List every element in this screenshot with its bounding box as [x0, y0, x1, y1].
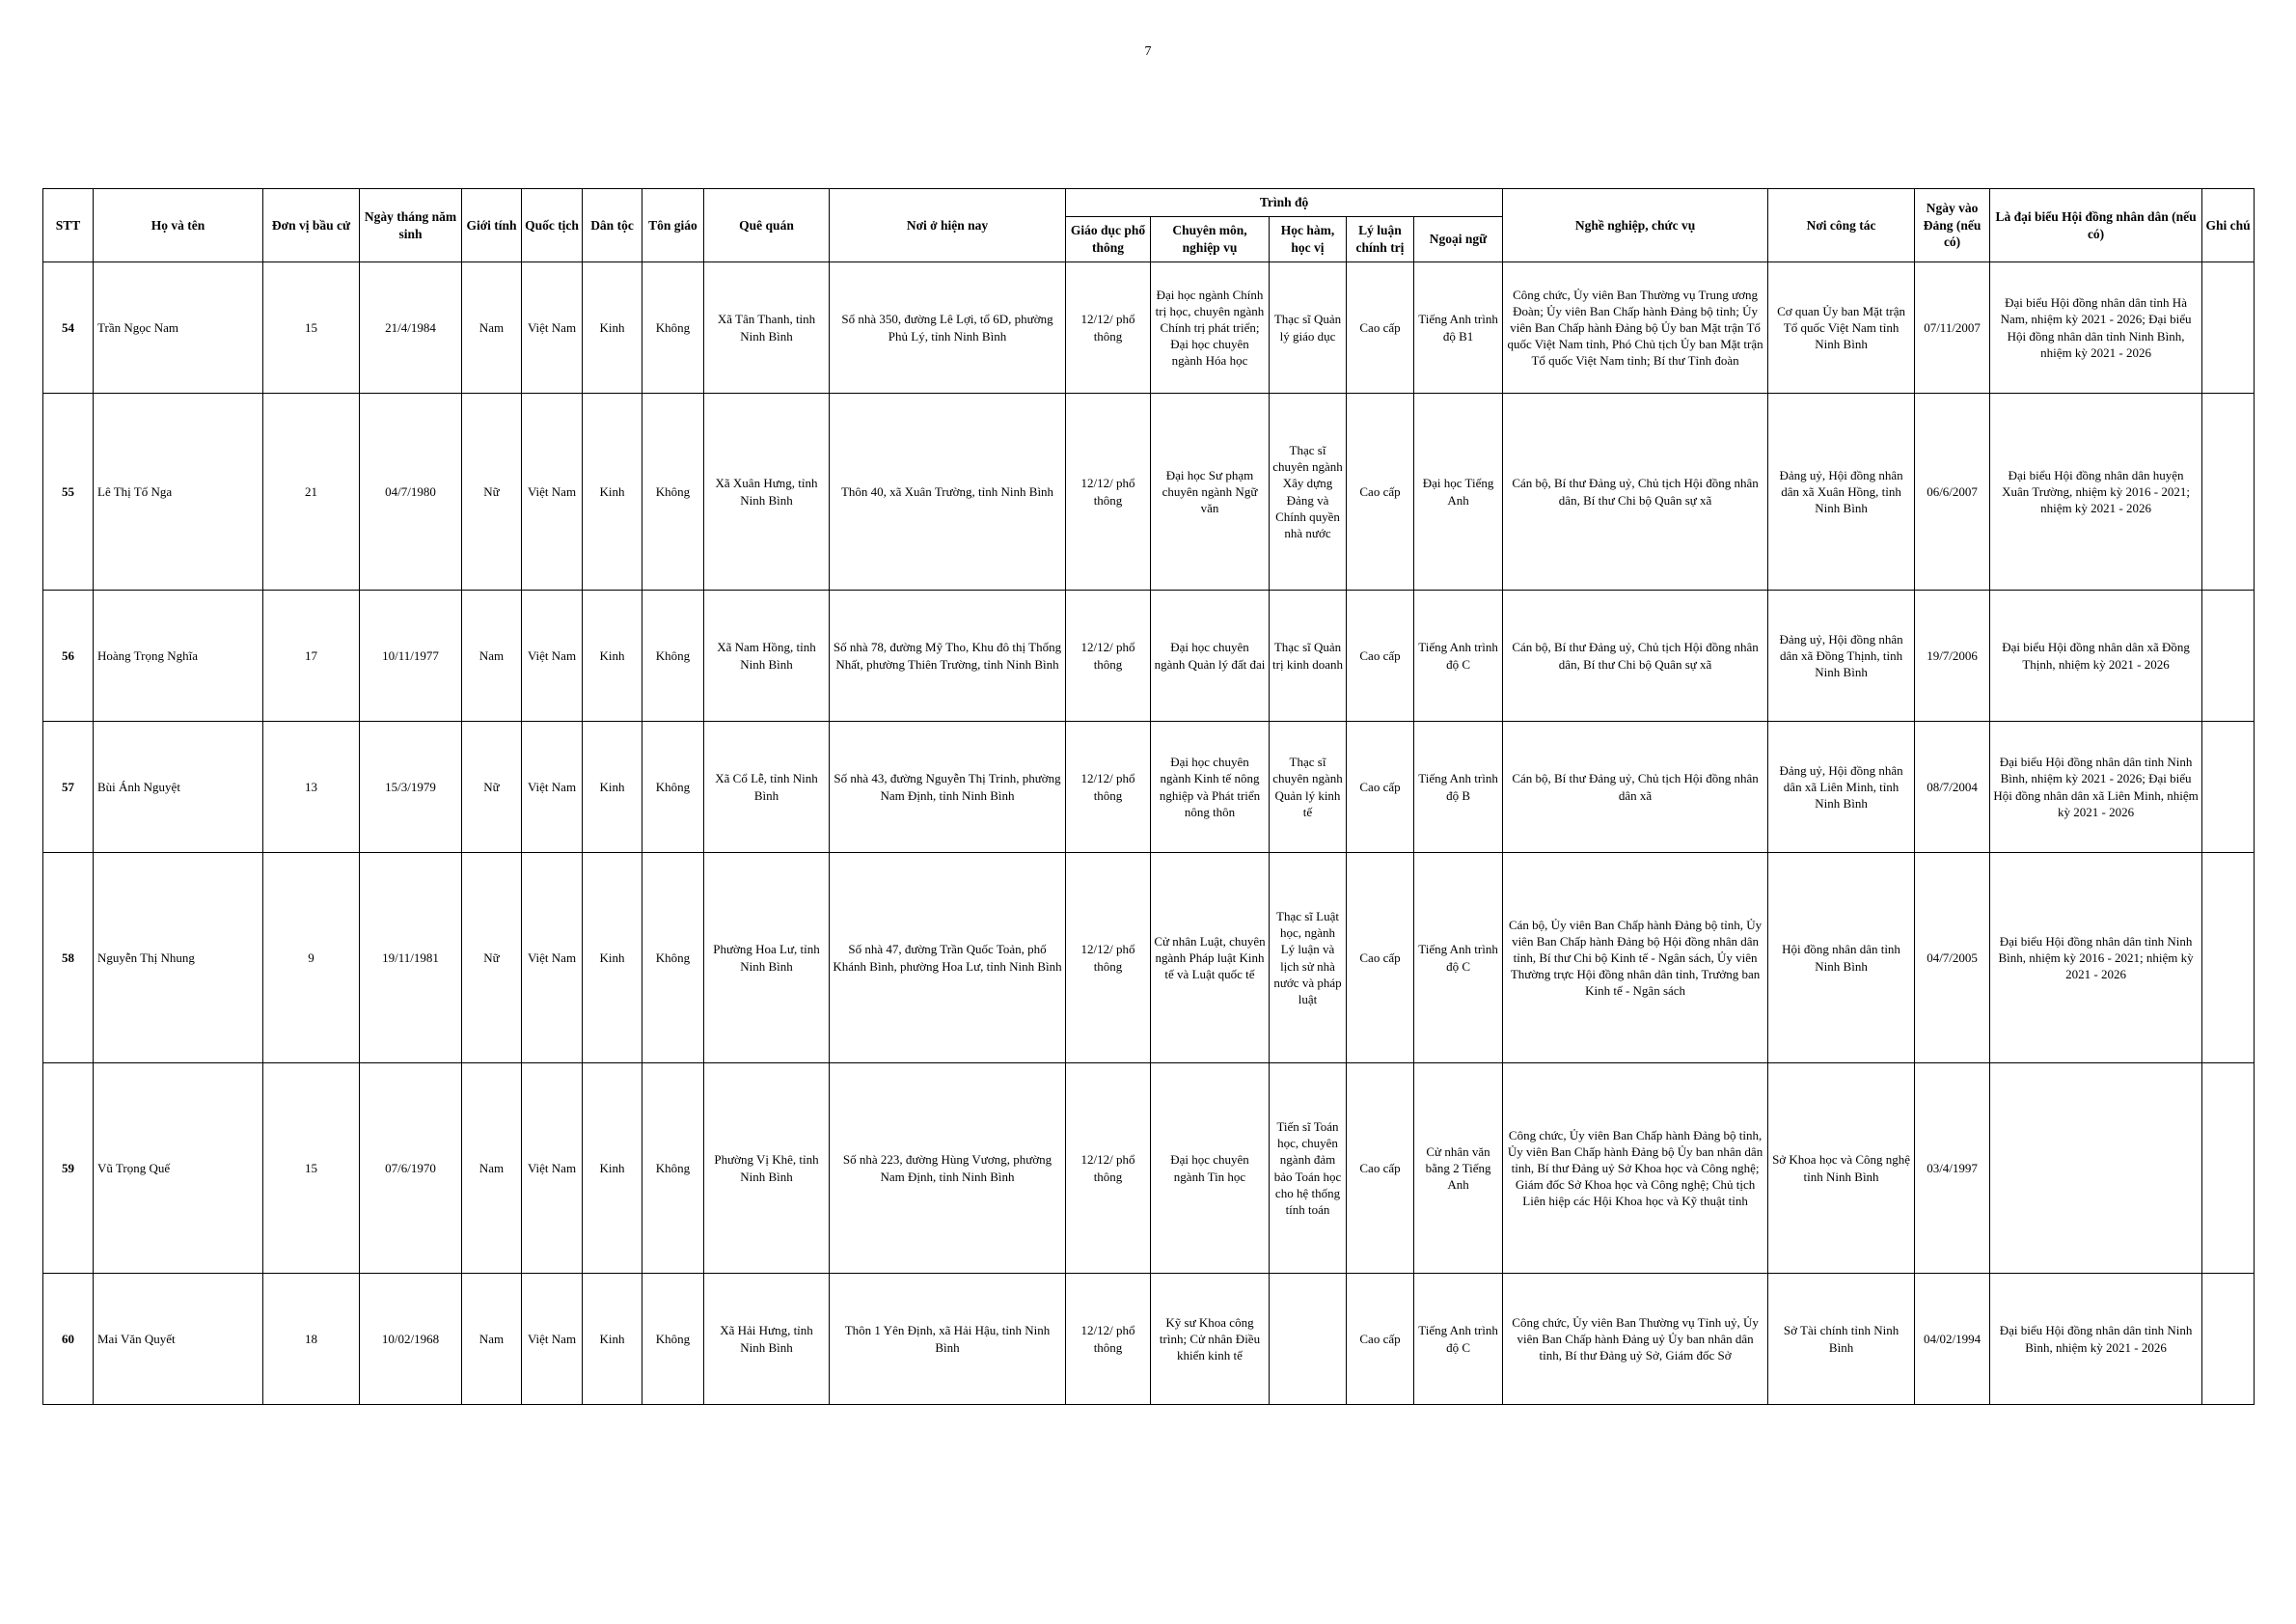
cell-religion: Không: [642, 722, 704, 853]
cell-nationality: Việt Nam: [522, 1274, 583, 1405]
cell-stt: 57: [43, 722, 94, 853]
cell-workplace: Sở Khoa học và Công nghệ tỉnh Ninh Bình: [1768, 1063, 1915, 1274]
cell-party-date: 07/11/2007: [1915, 262, 1990, 394]
col-occupation: Nghề nghiệp, chức vụ: [1503, 189, 1768, 262]
cell-degree: Thạc sĩ Quản trị kinh doanh: [1270, 591, 1347, 722]
col-gender: Giới tính: [462, 189, 522, 262]
cell-degree: Thạc sĩ chuyên ngành Xây dựng Đảng và Chính quyền nhà nước: [1270, 394, 1347, 591]
col-delegate: Là đại biểu Hội đồng nhân dân (nếu có): [1990, 189, 2202, 262]
cell-gender: Nam: [462, 1274, 522, 1405]
cell-occupation: Công chức, Ủy viên Ban Thường vụ Tỉnh uỷ, Ủy viên Ban Chấp hành Đảng uỷ Ủy ban nhân dân tỉnh, Bí thư Đảng uỷ Sở, Giám đốc Sở: [1503, 1274, 1768, 1405]
cell-occupation: Cán bộ, Ủy viên Ban Chấp hành Đảng bộ tỉnh, Ủy viên Ban Chấp hành Đảng bộ Hội đồng nhân dân tỉnh, Bí thư Chi bộ Kinh tế - Ngân sách, Ủy viên Thường trực Hội đồng nhân dân tỉnh, Trưởng ban Kinh tế - Ngân sách: [1503, 853, 1768, 1063]
cell-unit: 17: [263, 591, 360, 722]
cell-unit: 21: [263, 394, 360, 591]
cell-unit: 15: [263, 1063, 360, 1274]
cell-hometown: Xã Xuân Hưng, tỉnh Ninh Bình: [704, 394, 830, 591]
cell-general-edu: 12/12/ phổ thông: [1066, 262, 1151, 394]
cell-hometown: Xã Nam Hồng, tỉnh Ninh Bình: [704, 591, 830, 722]
cell-language: Tiếng Anh trình độ C: [1414, 591, 1503, 722]
cell-hometown: Xã Hải Hưng, tỉnh Ninh Bình: [704, 1274, 830, 1405]
cell-delegate: [1990, 1063, 2202, 1274]
candidate-table: [42, 188, 2255, 1405]
cell-general-edu: 12/12/ phổ thông: [1066, 591, 1151, 722]
cell-occupation: Công chức, Ủy viên Ban Thường vụ Trung ương Đoàn; Ủy viên Ban Chấp hành Đảng bộ tỉnh; Ủy viên Ban Chấp hành Đảng bộ Ủy ban Mặt trận Tổ quốc Việt Nam tỉnh, Phó Chủ tịch Ủy ban Mặt trận Tổ quốc Việt Nam tỉnh; Bí thư Tỉnh đoàn: [1503, 262, 1768, 394]
cell-religion: Không: [642, 1063, 704, 1274]
cell-specialty: Đại học ngành Chính trị học, chuyên ngành Chính trị phát triển; Đại học chuyên ngành Hóa học: [1151, 262, 1270, 394]
cell-notes: [2202, 722, 2255, 853]
cell-general-edu: 12/12/ phổ thông: [1066, 1063, 1151, 1274]
cell-name: Hoàng Trọng Nghĩa: [94, 591, 263, 722]
cell-party-date: 08/7/2004: [1915, 722, 1990, 853]
cell-hometown: Xã Cổ Lễ, tỉnh Ninh Bình: [704, 722, 830, 853]
cell-notes: [2202, 262, 2255, 394]
cell-gender: Nam: [462, 1063, 522, 1274]
col-name: Họ và tên: [94, 189, 263, 262]
cell-political: Cao cấp: [1347, 853, 1414, 1063]
cell-language: Cử nhân văn bằng 2 Tiếng Anh: [1414, 1063, 1503, 1274]
cell-political: Cao cấp: [1347, 591, 1414, 722]
cell-dob: 04/7/1980: [360, 394, 462, 591]
cell-language: Tiếng Anh trình độ C: [1414, 853, 1503, 1063]
cell-degree: Thạc sĩ Luật học, ngành Lý luận và lịch sử nhà nước và pháp luật: [1270, 853, 1347, 1063]
cell-residence: Số nhà 78, đường Mỹ Tho, Khu đô thị Thống Nhất, phường Thiên Trường, tỉnh Ninh Bình: [830, 591, 1066, 722]
cell-religion: Không: [642, 262, 704, 394]
cell-notes: [2202, 394, 2255, 591]
cell-occupation: Cán bộ, Bí thư Đảng uỷ, Chủ tịch Hội đồng nhân dân, Bí thư Chi bộ Quân sự xã: [1503, 591, 1768, 722]
cell-language: Đại học Tiếng Anh: [1414, 394, 1503, 591]
cell-occupation: Cán bộ, Bí thư Đảng uỷ, Chủ tịch Hội đồng nhân dân xã: [1503, 722, 1768, 853]
cell-notes: [2202, 591, 2255, 722]
col-party-date: Ngày vào Đảng (nếu có): [1915, 189, 1990, 262]
cell-delegate: Đại biểu Hội đồng nhân dân tỉnh Ninh Bình, nhiệm kỳ 2021 - 2026; Đại biểu Hội đồng nhân dân xã Liên Minh, nhiệm kỳ 2021 - 2026: [1990, 722, 2202, 853]
cell-party-date: 04/02/1994: [1915, 1274, 1990, 1405]
cell-dob: 07/6/1970: [360, 1063, 462, 1274]
cell-occupation: Cán bộ, Bí thư Đảng uỷ, Chủ tịch Hội đồng nhân dân, Bí thư Chi bộ Quân sự xã: [1503, 394, 1768, 591]
col-general-edu: Giáo dục phổ thông: [1066, 217, 1151, 262]
cell-ethnicity: Kinh: [583, 1274, 642, 1405]
cell-dob: 21/4/1984: [360, 262, 462, 394]
cell-notes: [2202, 1274, 2255, 1405]
table-row: [43, 591, 2255, 722]
table-row: [43, 1274, 2255, 1405]
cell-political: Cao cấp: [1347, 394, 1414, 591]
table-header: [43, 189, 2255, 262]
cell-nationality: Việt Nam: [522, 722, 583, 853]
col-group-education: Trình độ: [1066, 189, 1503, 217]
cell-stt: 60: [43, 1274, 94, 1405]
col-degree: Học hàm, học vị: [1270, 217, 1347, 262]
cell-workplace: Đảng uỷ, Hội đồng nhân dân xã Đồng Thịnh, tỉnh Ninh Bình: [1768, 591, 1915, 722]
col-residence: Nơi ở hiện nay: [830, 189, 1066, 262]
cell-degree: Tiến sĩ Toán học, chuyên ngành đảm bảo Toán học cho hệ thống tính toán: [1270, 1063, 1347, 1274]
col-religion: Tôn giáo: [642, 189, 704, 262]
cell-general-edu: 12/12/ phổ thông: [1066, 1274, 1151, 1405]
cell-workplace: Hội đồng nhân dân tỉnh Ninh Bình: [1768, 853, 1915, 1063]
col-nationality: Quốc tịch: [522, 189, 583, 262]
col-hometown: Quê quán: [704, 189, 830, 262]
cell-ethnicity: Kinh: [583, 722, 642, 853]
table-row: [43, 853, 2255, 1063]
col-unit: Đơn vị bầu cử: [263, 189, 360, 262]
cell-ethnicity: Kinh: [583, 262, 642, 394]
cell-ethnicity: Kinh: [583, 1063, 642, 1274]
cell-gender: Nữ: [462, 394, 522, 591]
cell-name: Vũ Trọng Quế: [94, 1063, 263, 1274]
cell-workplace: Sở Tài chính tỉnh Ninh Bình: [1768, 1274, 1915, 1405]
cell-dob: 19/11/1981: [360, 853, 462, 1063]
cell-specialty: Đại học Sư phạm chuyên ngành Ngữ văn: [1151, 394, 1270, 591]
cell-occupation: Công chức, Ủy viên Ban Chấp hành Đảng bộ tỉnh, Ủy viên Ban Chấp hành Đảng bộ Ủy ban nhân dân tỉnh, Bí thư Đảng uỷ Sở Khoa học và Công nghệ; Giám đốc Sở Khoa học và Công nghệ; Chủ tịch Liên hiệp các Hội Khoa học và Kỹ thuật tỉnh: [1503, 1063, 1768, 1274]
cell-specialty: Cử nhân Luật, chuyên ngành Pháp luật Kinh tế và Luật quốc tế: [1151, 853, 1270, 1063]
cell-delegate: Đại biểu Hội đồng nhân dân xã Đồng Thịnh, nhiệm kỳ 2021 - 2026: [1990, 591, 2202, 722]
cell-nationality: Việt Nam: [522, 1063, 583, 1274]
cell-stt: 56: [43, 591, 94, 722]
cell-delegate: Đại biểu Hội đồng nhân dân tỉnh Hà Nam, nhiệm kỳ 2021 - 2026; Đại biểu Hội đồng nhân dân tỉnh Ninh Bình, nhiệm kỳ 2021 - 2026: [1990, 262, 2202, 394]
cell-unit: 15: [263, 262, 360, 394]
cell-political: Cao cấp: [1347, 1274, 1414, 1405]
table-body: [43, 262, 2255, 1405]
cell-name: Lê Thị Tố Nga: [94, 394, 263, 591]
cell-residence: Số nhà 350, đường Lê Lợi, tổ 6D, phường Phủ Lý, tỉnh Ninh Bình: [830, 262, 1066, 394]
cell-delegate: Đại biểu Hội đồng nhân dân tỉnh Ninh Bình, nhiệm kỳ 2021 - 2026: [1990, 1274, 2202, 1405]
cell-delegate: Đại biểu Hội đồng nhân dân huyện Xuân Trường, nhiệm kỳ 2016 - 2021; nhiệm kỳ 2021 - 2026: [1990, 394, 2202, 591]
col-ethnicity: Dân tộc: [583, 189, 642, 262]
cell-stt: 55: [43, 394, 94, 591]
cell-dob: 15/3/1979: [360, 722, 462, 853]
cell-name: Mai Văn Quyết: [94, 1274, 263, 1405]
cell-religion: Không: [642, 1274, 704, 1405]
cell-language: Tiếng Anh trình độ B: [1414, 722, 1503, 853]
table-row: [43, 722, 2255, 853]
cell-hometown: Phường Vị Khê, tỉnh Ninh Bình: [704, 1063, 830, 1274]
cell-degree: [1270, 1274, 1347, 1405]
cell-religion: Không: [642, 394, 704, 591]
cell-nationality: Việt Nam: [522, 262, 583, 394]
cell-unit: 13: [263, 722, 360, 853]
cell-residence: Thôn 1 Yên Định, xã Hải Hậu, tỉnh Ninh Bình: [830, 1274, 1066, 1405]
col-dob: Ngày tháng năm sinh: [360, 189, 462, 262]
cell-name: Nguyễn Thị Nhung: [94, 853, 263, 1063]
cell-workplace: Đảng uỷ, Hội đồng nhân dân xã Xuân Hồng, tỉnh Ninh Bình: [1768, 394, 1915, 591]
cell-unit: 9: [263, 853, 360, 1063]
cell-specialty: Kỹ sư Khoa công trình; Cử nhân Điều khiển kinh tế: [1151, 1274, 1270, 1405]
cell-language: Tiếng Anh trình độ C: [1414, 1274, 1503, 1405]
cell-gender: Nam: [462, 262, 522, 394]
cell-hometown: Phường Hoa Lư, tỉnh Ninh Bình: [704, 853, 830, 1063]
cell-residence: Số nhà 223, đường Hùng Vương, phường Nam Định, tỉnh Ninh Bình: [830, 1063, 1066, 1274]
cell-specialty: Đại học chuyên ngành Kinh tế nông nghiệp và Phát triển nông thôn: [1151, 722, 1270, 853]
cell-political: Cao cấp: [1347, 722, 1414, 853]
table-row: [43, 262, 2255, 394]
cell-stt: 54: [43, 262, 94, 394]
cell-degree: Thạc sĩ chuyên ngành Quản lý kinh tế: [1270, 722, 1347, 853]
cell-ethnicity: Kinh: [583, 853, 642, 1063]
cell-dob: 10/11/1977: [360, 591, 462, 722]
cell-workplace: Đảng uỷ, Hội đồng nhân dân xã Liên Minh, tỉnh Ninh Bình: [1768, 722, 1915, 853]
cell-residence: Thôn 40, xã Xuân Trường, tỉnh Ninh Bình: [830, 394, 1066, 591]
cell-hometown: Xã Tân Thanh, tỉnh Ninh Bình: [704, 262, 830, 394]
col-workplace: Nơi công tác: [1768, 189, 1915, 262]
cell-ethnicity: Kinh: [583, 394, 642, 591]
cell-general-edu: 12/12/ phổ thông: [1066, 853, 1151, 1063]
table-row: [43, 1063, 2255, 1274]
col-stt: STT: [43, 189, 94, 262]
table-row: [43, 394, 2255, 591]
col-notes: Ghi chú: [2202, 189, 2255, 262]
cell-nationality: Việt Nam: [522, 591, 583, 722]
cell-ethnicity: Kinh: [583, 591, 642, 722]
cell-specialty: Đại học chuyên ngành Quản lý đất đai: [1151, 591, 1270, 722]
cell-party-date: 19/7/2006: [1915, 591, 1990, 722]
cell-residence: Số nhà 43, đường Nguyễn Thị Trinh, phường Nam Định, tỉnh Ninh Bình: [830, 722, 1066, 853]
cell-gender: Nữ: [462, 853, 522, 1063]
cell-notes: [2202, 1063, 2255, 1274]
col-specialty: Chuyên môn, nghiệp vụ: [1151, 217, 1270, 262]
cell-notes: [2202, 853, 2255, 1063]
cell-workplace: Cơ quan Ủy ban Mặt trận Tổ quốc Việt Nam tỉnh Ninh Bình: [1768, 262, 1915, 394]
cell-name: Bùi Ánh Nguyệt: [94, 722, 263, 853]
cell-residence: Số nhà 47, đường Trần Quốc Toản, phố Khánh Bình, phường Hoa Lư, tỉnh Ninh Bình: [830, 853, 1066, 1063]
cell-name: Trần Ngọc Nam: [94, 262, 263, 394]
page-number: 7: [1144, 44, 1152, 59]
col-political: Lý luận chính trị: [1347, 217, 1414, 262]
cell-stt: 58: [43, 853, 94, 1063]
cell-party-date: 03/4/1997: [1915, 1063, 1990, 1274]
cell-unit: 18: [263, 1274, 360, 1405]
cell-religion: Không: [642, 853, 704, 1063]
cell-nationality: Việt Nam: [522, 853, 583, 1063]
cell-delegate: Đại biểu Hội đồng nhân dân tỉnh Ninh Bình, nhiệm kỳ 2016 - 2021; nhiệm kỳ 2021 - 2026: [1990, 853, 2202, 1063]
cell-political: Cao cấp: [1347, 262, 1414, 394]
cell-general-edu: 12/12/ phổ thông: [1066, 722, 1151, 853]
cell-language: Tiếng Anh trình độ B1: [1414, 262, 1503, 394]
cell-party-date: 06/6/2007: [1915, 394, 1990, 591]
cell-party-date: 04/7/2005: [1915, 853, 1990, 1063]
col-language: Ngoại ngữ: [1414, 217, 1503, 262]
cell-dob: 10/02/1968: [360, 1274, 462, 1405]
cell-stt: 59: [43, 1063, 94, 1274]
cell-gender: Nam: [462, 591, 522, 722]
cell-specialty: Đại học chuyên ngành Tin học: [1151, 1063, 1270, 1274]
cell-gender: Nữ: [462, 722, 522, 853]
cell-nationality: Việt Nam: [522, 394, 583, 591]
cell-political: Cao cấp: [1347, 1063, 1414, 1274]
cell-general-edu: 12/12/ phổ thông: [1066, 394, 1151, 591]
cell-degree: Thạc sĩ Quản lý giáo dục: [1270, 262, 1347, 394]
cell-religion: Không: [642, 591, 704, 722]
